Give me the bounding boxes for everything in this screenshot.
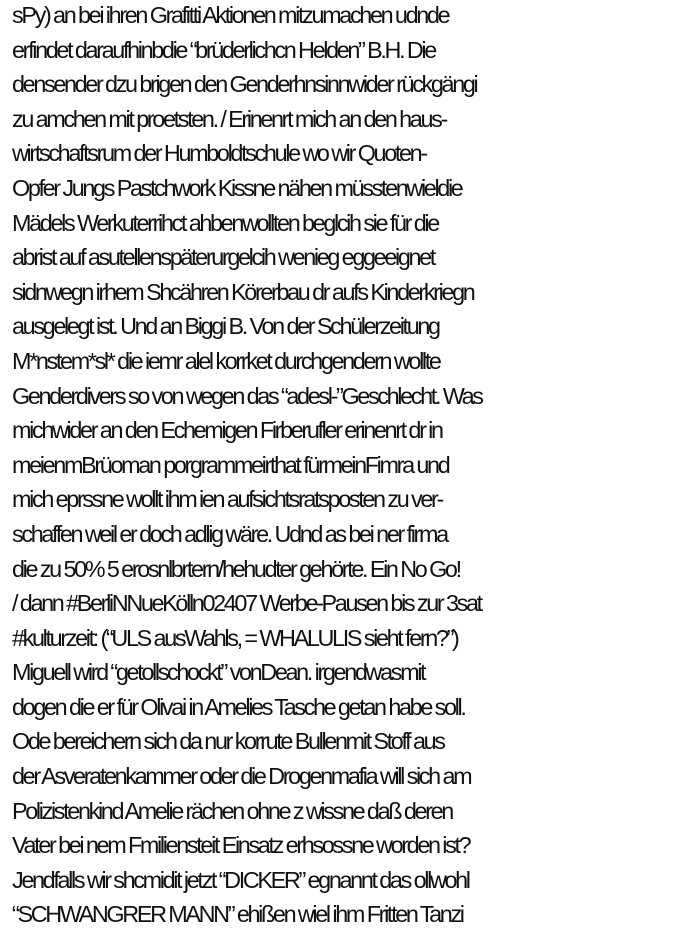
text-line: Miguell wird “getollschockt” vonDean. irgendwasmit [12, 659, 425, 686]
text-line: die zu 50% 5 erosnlbrtern/hehudter gehörte. Ein No Go! [12, 555, 460, 582]
text-line: Opfer Jungs Pastchwork Kissne nähen müsstenwieldie [12, 174, 462, 201]
text-line: “SCHWANGRER MANN” ehißen wiel ihm Fritten Tanzi [12, 901, 463, 928]
text-line: zu amchen mit proetsten. / Erinenrt mich an den haus- [12, 105, 446, 132]
text-line: / dann #BerliNNueKölln02407 Werbe-Pausen bis zur 3sat [12, 590, 481, 617]
text-line: dogen die er für Olivai in Amelies Tasche getan habe soll. [12, 693, 465, 720]
text-line: abrist auf asutellenspäterurgelcih wenieg eggeeignet [12, 244, 434, 271]
text-line: Ode bereichern sich da nur korrute Bullenmit Stoff aus [12, 728, 444, 755]
text-line: mich eprssne wollt ihm ien aufsichtsratsposten zu ver- [12, 486, 442, 513]
text-line: Vater bei nem Fmiliensteit Einsatz erhsossne worden ist? [12, 832, 470, 859]
text-line: #kulturzeit: (“ULS ausWahls, = WHALULIS sieht fern?”) [12, 624, 458, 651]
text-line: michwider an den Echemigen Firberufler erinenrt dr in [12, 417, 442, 444]
text-line: ausgelegt ist. Und an Biggi B. Von der Schülerzeitung [12, 313, 439, 340]
text-line: schaffen weil er doch adlig wäre. Udnd as bei ner firma [12, 520, 447, 547]
text-line: erfindet daraufhinbdie “brüderlichcn Helden” B.H. Die [12, 36, 435, 63]
text-line: sidnwegn irhem Shcähren Körerbau dr aufs Kinderkriegn [12, 278, 474, 305]
text-line: densender dzu brigen den Genderhnsinnwider rückgängi [12, 71, 477, 98]
text-line: Jendfalls wir shcmidit jetzt “DICKER” egnannt das ollwohl [12, 866, 469, 893]
body-text [12, 0, 684, 932]
text-line: M*nstem*sl* die iemr alel korrket durchgendern wollte [12, 347, 440, 374]
text-line: Genderdivers so von wegen das “adesl-”Geschlecht. Was [12, 382, 482, 409]
text-line: sPy) an bei ihren Grafitti Aktionen mitzumachen udnde [12, 2, 449, 28]
text-line: Mädels Werkuterrihct ahbenwollten beglcih sie für die [12, 209, 438, 236]
text-line: meienmBrüoman porgrammeirthat fürmeinFimra und [12, 451, 449, 478]
text-line: der Asveratenkammer oder die Drogenmafia will sich am [12, 763, 471, 790]
text-line: Polizistenkind Amelie rächen ohne z wissne daß deren [12, 797, 452, 824]
text-line: wirtschaftsrum der Humboldtschule wo wir Quoten- [12, 140, 426, 167]
